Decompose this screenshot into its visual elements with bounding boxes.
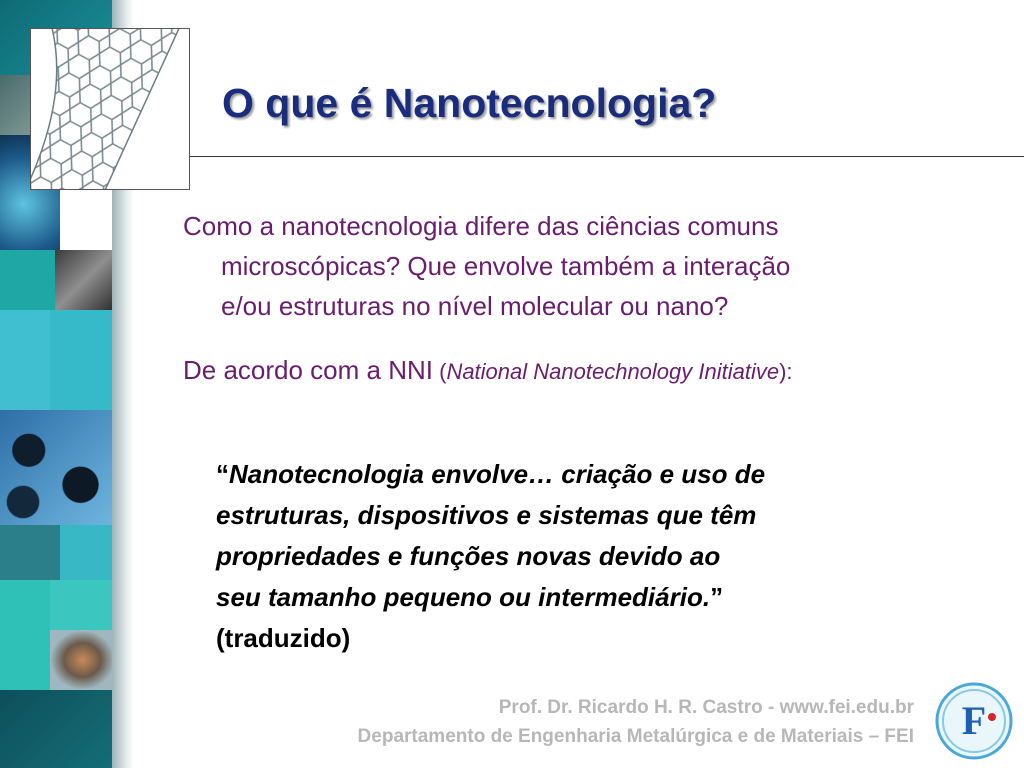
sidebar-tile — [50, 580, 115, 630]
quote-line: estruturas, dispositivos e sistemas que têm — [216, 500, 757, 530]
slide-footer — [358, 693, 914, 751]
sidebar-tile — [50, 310, 115, 410]
nanotube-lattice-icon — [31, 29, 189, 189]
sidebar-tile — [0, 580, 50, 690]
nni-quote — [216, 454, 976, 659]
quote-line: seu tamanho pequeno ou intermediário. — [216, 582, 711, 612]
sidebar-tile — [0, 310, 50, 410]
bullet-line: Como a nanotecnologia difere das ciências comuns — [183, 211, 779, 241]
title-divider — [190, 156, 1024, 157]
quote-close-mark: ” — [710, 582, 724, 612]
bullet-nni — [183, 350, 793, 392]
sidebar-tile — [60, 525, 115, 580]
bullet-question — [183, 206, 983, 326]
sidebar-tile — [50, 630, 115, 690]
quote-note: (traduzido) — [216, 623, 351, 653]
fei-logo-icon — [934, 681, 1014, 761]
bullet-line: microscópicas? Que envolve também a interação — [221, 251, 791, 281]
sidebar-tile — [0, 690, 115, 768]
quote-line: Nanotecnologia envolve… criação e uso de — [229, 459, 766, 489]
nanotube-image — [30, 28, 190, 190]
quote-open-mark: “ — [216, 459, 229, 489]
sidebar-tile — [0, 250, 55, 310]
bullet-prefix: De acordo com a NNI — [183, 355, 433, 385]
bullet-line: e/ou estruturas no nível molecular ou nano? — [221, 291, 729, 321]
sidebar-tile — [0, 410, 115, 525]
sidebar-tile — [0, 525, 60, 580]
quote-line: propriedades e funções novas devido ao — [216, 541, 721, 571]
bullet-paren-open: ( — [432, 359, 447, 384]
footer-author: Prof. Dr. Ricardo H. R. Castro - www.fei.edu.br — [498, 697, 914, 718]
slide-title: O que é Nanotecnologia? — [222, 80, 717, 126]
fei-logo-letter: F — [961, 698, 987, 743]
footer-department: Departamento de Engenharia Metalúrgica e de Materiais – FEI — [357, 726, 914, 747]
nni-full-name: National Nanotechnology Initiative — [446, 359, 780, 384]
fei-logo — [934, 681, 1014, 761]
sidebar-tile — [55, 250, 115, 310]
bullet-paren-close: ): — [779, 359, 793, 384]
